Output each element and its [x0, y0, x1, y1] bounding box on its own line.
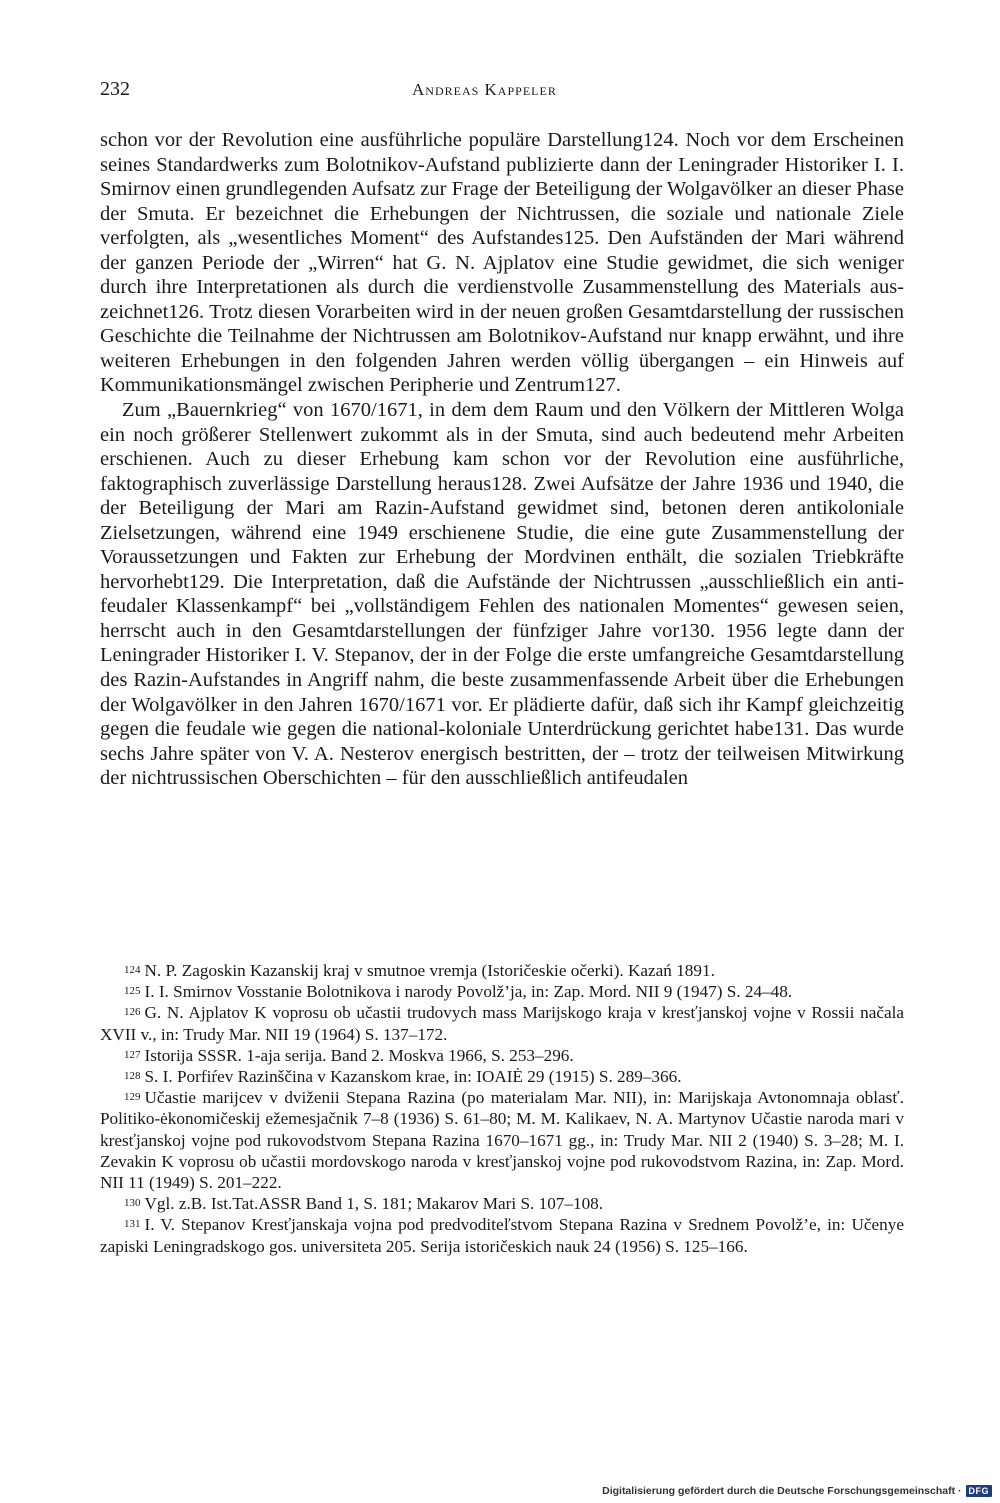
main-text [100, 128, 904, 791]
credit-text: Digitalisierung gefördert durch die Deutsche Forschungsgemeinschaft · [602, 1485, 962, 1497]
footnote-text: Učastie marijcev v dviženii Stepana Razina (po materialam Mar. NII), in: Marijskaja Avtonomnaja oblasť. Politiko-ėkonomičeskij ežemesjačnik 7–8 (1936) S. 61–80; M. M. Kalikaev, N. A. Martynov Učastie naroda mari v kresťjanskoj vojne pod rukovodstvom Stepana Razina 1670–1671 gg., in: Trudy Mar. NII 2 (1940) S. 3–28; M. I. Zevakin K voprosu ob učastii mordovskogo naroda v kresťjanskoj vojne pod rukovodstvom Razina, in: Zap. Mord. NII 11 (1949) S. 201–222. [100, 1088, 904, 1193]
footnote-text: Istorija SSSR. 1-aja serija. Band 2. Moskva 1966, S. 253–296. [144, 1045, 574, 1065]
footnote-number: 130 [124, 1197, 141, 1210]
footnote-number: 125 [124, 985, 141, 998]
paragraph: schon vor der Revolution eine ausführliche populäre Darstellung124. Noch vor dem Erscheinen seines Standardwerks zum Bolotnikov-Aufstand publizierte dann der Leningrader Historiker I. I. Smirnov einen grundlegenden Aufsatz zur Frage der Beteiligung der Wolgavölker an dieser Phase der Smuta. Er bezeichnet die Erhebungen der Nichtrussen, die soziale und nationale Ziele verfolgten, als „wesentliches Moment“ des Aufstandes125. Den Aufständen der Mari während der ganzen Periode der „Wirren“ hat G. N. Ajplatov eine Studie gewidmet, die sich weniger durch ihre Interpretationen als durch die verdienstvolle Zusammenstellung des Materials auszeichnet126. Trotz diesen Vorarbeiten wird in der neuen großen Gesamtdarstellung der russischen Geschichte die Teilnahme der Nichtrussen am Bolotnikov-Aufstand nur knapp erwähnt, und ihre weiteren Erhebungen in den folgenden Jahren werden völlig übergangen – ein Hinweis auf Kommunikationsmängel zwischen Peripherie und Zentrum127. [100, 129, 904, 397]
footnote [100, 1087, 904, 1193]
running-head: Andreas Kappeler [412, 80, 557, 99]
footnote-number: 129 [124, 1091, 141, 1104]
page-number: 232 [100, 78, 130, 100]
footnote [100, 1002, 904, 1044]
footnote [100, 1066, 904, 1087]
footnote [100, 1045, 904, 1066]
footnote-text: G. N. Ajplatov K voprosu ob učastii trudovych mass Marijskogo kraja v kresťjanskoj vojne v Rossii načala XVII v., in: Trudy Mar. NII 19 (1964) S. 137–172. [100, 1003, 904, 1044]
paragraph: Zum „Bauernkrieg“ von 1670/1671, in dem dem Raum und den Völkern der Mittleren Wolga ein noch größerer Stellenwert zukommt als in der Smuta, sind auch bedeutend mehr Arbeiten erschienen. Auch zu dieser Erhebung kam schon vor der Revolution eine ausführliche, faktographisch zuverlässige Darstellung heraus128. Zwei Aufsätze der Jahre 1936 und 1940, die der Beteiligung der Mari am Razin-Aufstand gewidmet sind, betonen deren antikoloniale Zielsetzungen, während eine 1949 erschienene Studie, die eine gute Zusammenstellung der Voraussetzungen und Fakten zur Erhebung der Mordvinen enthält, die sozialen Triebkräfte hervorhebt129. Die Interpretation, daß die Aufstände der Nichtrussen „ausschließlich ein antifeudaler Klassenkampf“ bei „vollständigem Fehlen des nationalen Momentes“ gewesen seien, herrscht auch in den Gesamtdarstellungen der fünfziger Jahre vor130. 1956 legte dann der Leningrader Historiker I. V. Stepanov, der in der Folge die erste umfangreiche Gesamtdarstellung des Razin-Aufstandes in Angriff nahm, die beste zusammenfassende Arbeit über die Erhebungen der Wolgavölker in den Jahren 1670/1671 vor. Er plädierte dafür, daß sich ihr Kampf gleichzeitig gegen die feudale wie gegen die national-koloniale Unterdrückung gerichtet habe131. Das wurde sechs Jahre später von V. A. Nesterov energisch bestritten, der – trotz der teilweisen Mitwirkung der nichtrussischen Oberschichten – für den ausschließlich antifeudalen [100, 399, 904, 790]
footnote-text: S. I. Porfiŕev Razinščina v Kazanskom krae, in: IOAIĖ 29 (1915) S. 289–366. [144, 1067, 682, 1087]
digitization-credit [602, 1485, 992, 1497]
dfg-logo: DFG [966, 1485, 993, 1497]
footnote-text: N. P. Zagoskin Kazanskij kraj v smutnoe vremja (Istoričeskie očerki). Kazań 1891. [144, 961, 715, 980]
footnote-text: Vgl. z.B. Ist.Tat.ASSR Band 1, S. 181; Makarov Mari S. 107–108. [144, 1194, 604, 1214]
footnote-number: 124 [124, 964, 141, 976]
footnote-text: I. V. Stepanov Kresťjanskaja vojna pod predvoditeľstvom Stepana Razina v Srednem Povolž’e, in: Učenye zapiski Leningradskogo gos. universiteta 205. Serija istoričeskich nauk 24 (1956) S. 125–166. [100, 1215, 904, 1256]
footnote-number: 128 [124, 1070, 141, 1083]
footnote [100, 1193, 904, 1214]
footnote-number: 126 [124, 1006, 141, 1019]
footnote-number: 127 [124, 1048, 141, 1061]
footnote-text: I. I. Smirnov Vosstanie Bolotnikova i narody Povolž’ja, in: Zap. Mord. NII 9 (1947) S. 24–48. [144, 982, 793, 1002]
footnote [100, 981, 904, 1002]
footnote [100, 960, 904, 981]
footnote-number: 131 [124, 1218, 141, 1231]
footnotes [100, 960, 904, 1257]
footnote [100, 1214, 904, 1256]
